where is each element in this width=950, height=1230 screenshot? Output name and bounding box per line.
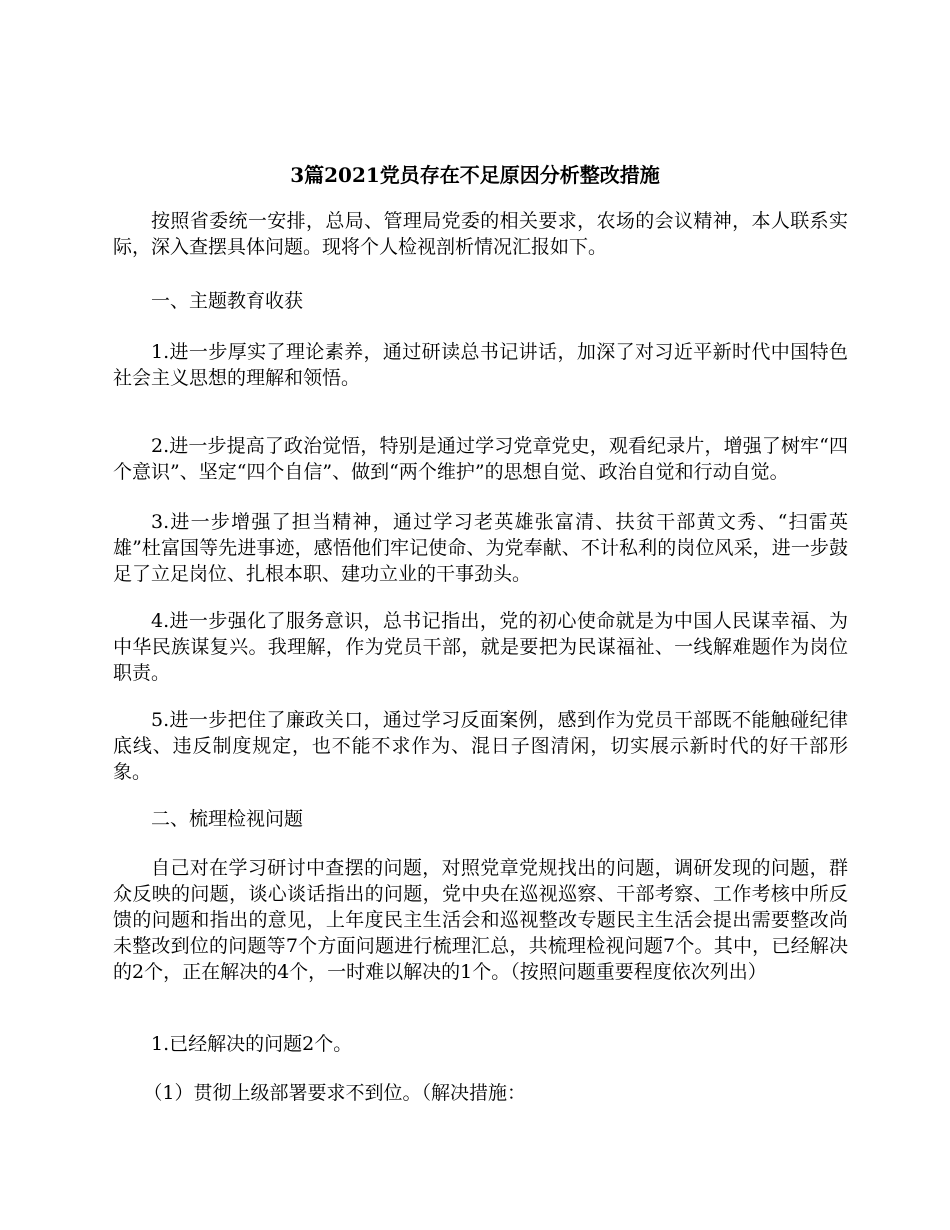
gain-item-2: 2.进一步提高了政治觉悟，特别是通过学习党章党史，观看纪录片，增强了树牢“四个意识”、坚定“四个自信”、做到“两个维护”的思想自觉、政治自觉和行动自觉。 — [113, 435, 848, 483]
resolved-issues-heading: 1.已经解决的问题2个。 — [151, 1033, 353, 1055]
gain-item-1: 1.进一步厚实了理论素养，通过研读总书记讲话，加深了对习近平新时代中国特色社会主义思想的理解和领悟。 — [113, 341, 848, 389]
resolved-issue-1: （1）贯彻上级部署要求不到位。（解决措施： — [143, 1082, 526, 1104]
document-title: 3篇2021党员存在不足原因分析整改措施 — [290, 163, 660, 187]
issues-summary-paragraph: 自己对在学习研讨中查摆的问题，对照党章党规找出的问题，调研发现的问题，群众反映的问题，谈心谈话指出的问题，党中央在巡视巡察、干部考察、工作考核中所反馈的问题和指出的意见，上年度民主生活会和巡视整改专题民主生活会提出需要整改尚未整改到位的问题等7个方面问题进行梳理汇总，共梳理检视问题7个。其中，已经解决的2个，正在解决的4个，一时难以解决的1个。（按照问题重要程度依次列出） — [113, 857, 848, 983]
gain-item-3: 3.进一步增强了担当精神，通过学习老英雄张富清、扶贫干部黄文秀、“扫雷英雄”杜富国等先进事迹，感悟他们牢记使命、为党奉献、不计私利的岗位风采，进一步鼓足了立足岗位、扎根本职、建功立业的干事劲头。 — [113, 511, 848, 585]
gain-item-5: 5.进一步把住了廉政关口，通过学习反面案例，感到作为党员干部既不能触碰纪律底线、违反制度规定，也不能不求作为、混日子图清闲，切实展示新时代的好干部形象。 — [113, 709, 848, 783]
section-heading-issues: 二、梳理检视问题 — [151, 808, 304, 830]
section-heading-gains: 一、主题教育收获 — [151, 290, 304, 312]
gain-item-4: 4.进一步强化了服务意识，总书记指出，党的初心使命就是为中国人民谋幸福、为中华民族谋复兴。我理解，作为党员干部，就是要把为民谋福祉、一线解难题作为岗位职责。 — [113, 610, 848, 684]
intro-paragraph: 按照省委统一安排，总局、管理局党委的相关要求，农场的会议精神，本人联系实际，深入查摆具体问题。现将个人检视剖析情况汇报如下。 — [113, 210, 848, 258]
